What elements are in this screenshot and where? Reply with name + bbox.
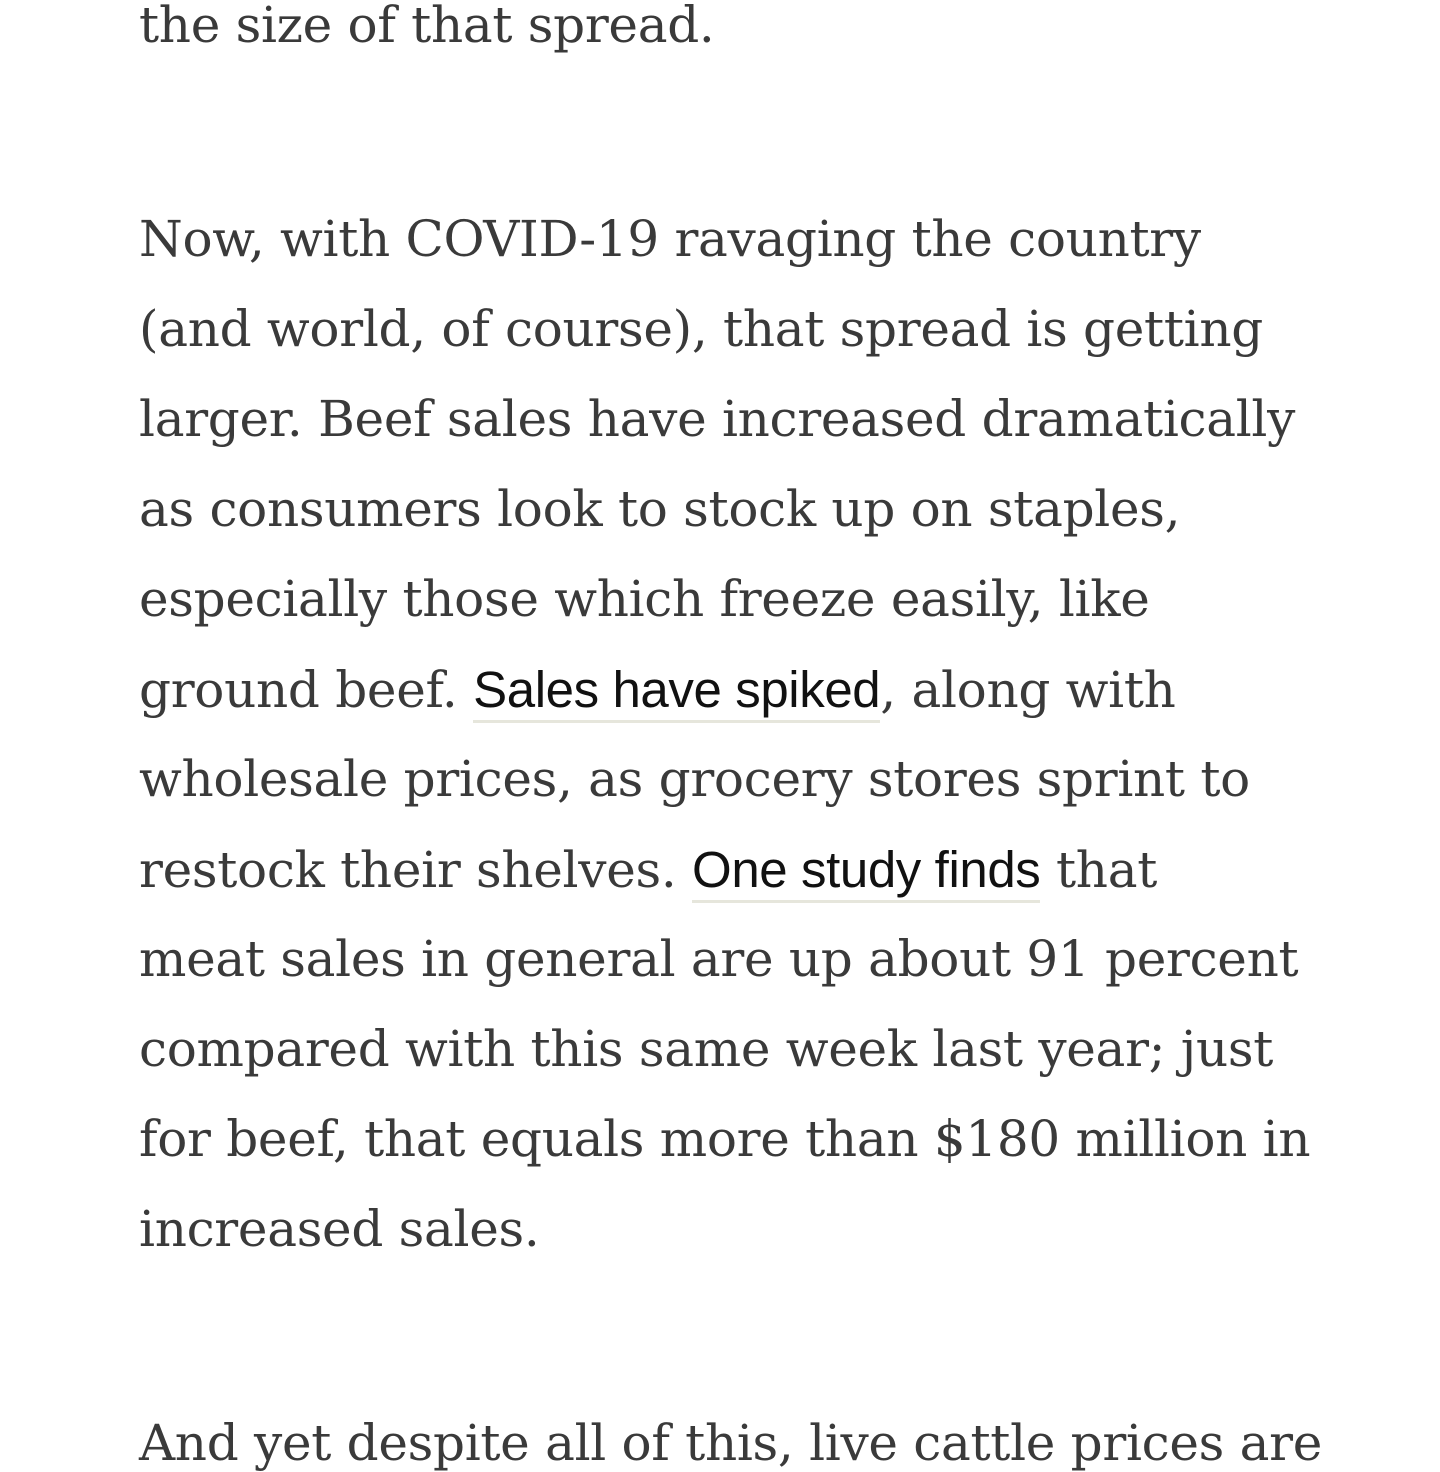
paragraph-2-line-7: wholesale prices, as grocery stores sprint to	[139, 750, 1250, 808]
paragraph-2-line-3: larger. Beef sales have increased dramatically	[139, 390, 1296, 448]
link-one-study-finds[interactable]: One study finds	[692, 841, 1040, 903]
paragraph-1-line-1: the size of that spread.	[139, 0, 715, 54]
link-sales-have-spiked[interactable]: Sales have spiked	[473, 661, 880, 723]
line-8-text-before: restock their shelves.	[139, 841, 693, 899]
paragraph-2-line-9: meat sales in general are up about 91 percent	[139, 930, 1299, 988]
line-6-text-before: ground beef.	[139, 661, 474, 719]
line-6-text-after: , along with	[880, 661, 1176, 719]
paragraph-2-line-4: as consumers look to stock up on staples,	[139, 480, 1181, 538]
paragraph-2-line-8	[139, 841, 1158, 899]
line-8-text-after: that	[1040, 841, 1158, 899]
paragraph-2-line-5: especially those which freeze easily, like	[139, 570, 1150, 628]
paragraph-2-line-11: for beef, that equals more than $180 million in	[139, 1110, 1311, 1168]
paragraph-3-line-1: And yet despite all of this, live cattle prices are	[139, 1414, 1323, 1472]
paragraph-2-line-1: Now, with COVID-19 ravaging the country	[139, 210, 1201, 268]
paragraph-2-line-12: increased sales.	[139, 1200, 540, 1258]
paragraph-2-line-10: compared with this same week last year; just	[139, 1020, 1274, 1078]
paragraph-2-line-2: (and world, of course), that spread is getting	[139, 300, 1263, 358]
paragraph-2-line-6	[139, 661, 1176, 719]
